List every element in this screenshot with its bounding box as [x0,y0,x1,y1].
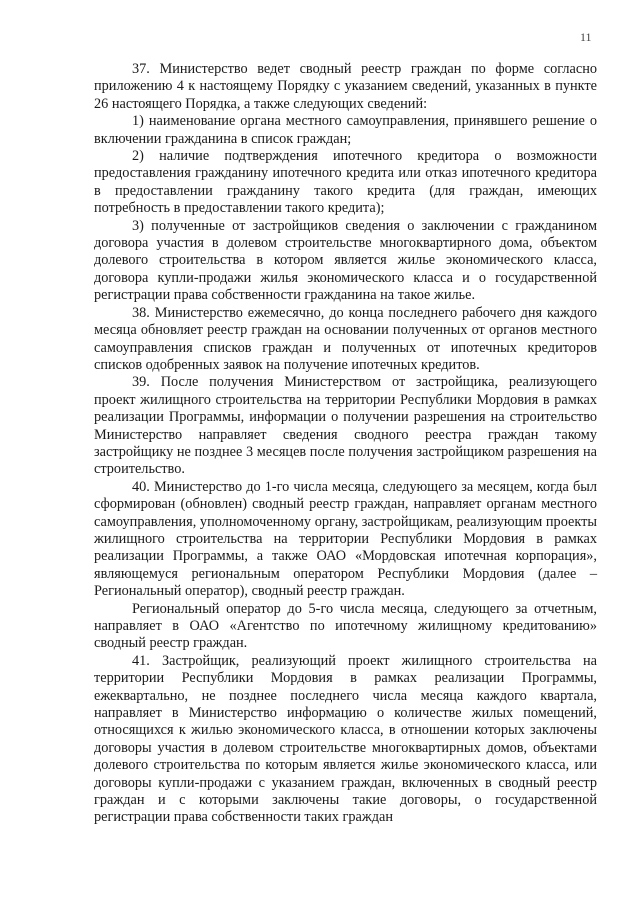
paragraph-38: 38. Министерство ежемесячно, до конца последнего рабочего дня каждого месяца обновляет реестр граждан на основании полученных от органов местного самоуправления списков граждан и полученных от ипотечных кредиторов списков одобренных заявок на получение ипотечных кредитов. [94,304,597,373]
paragraph-37-item-1: 1) наименование органа местного самоуправления, принявшего решение о включении гражданина в список граждан; [94,113,597,147]
paragraph-40: 40. Министерство до 1-го числа месяца, следующего за месяцем, когда был сформирован (обновлен) сводный реестр граждан, направляет органам местного самоуправления, уполномоченному органу, застройщикам, реализующим проекты жилищного строительства на территории Республики Мордовия в рамках реализации Программы, а также ОАО «Мордовская ипотечная корпорация», являющемуся региональным оператором Республики Мордовия (далее – Региональный оператор), сводный реестр граждан. [94,478,597,600]
paragraph-37-item-2: 2) наличие подтверждения ипотечного кредитора о возможности предоставления гражданину ипотечного кредита или отказ ипотечного кредитора в предоставлении гражданину такого кредита (для граждан, имеющих потребность в предоставлении такого кредита); [94,148,597,217]
paragraph-39: 39. После получения Министерством от застройщика, реализующего проект жилищного строительства на территории Республики Мордовия в рамках реализации Программы, информации о получении разрешения на строительство Министерство направляет сведения сводного реестра граждан такому застройщику не позднее 3 месяцев после получения застройщиком разрешения на строительство. [94,374,597,478]
paragraph-37: 37. Министерство ведет сводный реестр граждан по форме согласно приложению 4 к настоящему Порядку с указанием сведений, указанных в пункте 26 настоящего Порядка, а также следующих сведений: [94,61,597,112]
paragraph-40-continuation: Региональный оператор до 5-го числа месяца, следующего за отчетным, направляет в ОАО «Агентство по ипотечному жилищному кредитованию» сводный реестр граждан. [94,600,597,652]
paragraph-37-item-3: 3) полученные от застройщиков сведения о заключении с гражданином договора участия в долевом строительстве многоквартирного дома, объектом долевого строительства в котором является жилье экономического класса, договора купли-продажи жилья экономического класса и о государственной регистрации права собственности гражданина на такое жилье. [94,217,597,304]
page-number: 11 [580,30,592,44]
paragraph-41: 41. Застройщик, реализующий проект жилищного строительства на территории Республики Мордовия в рамках реализации Программы, ежеквартально, не позднее последнего числа месяца каждого квартала, направляет в Министерство информацию о количестве жилых помещений, относящихся к жилью экономического класса, в отношении которых заключены договоры участия в долевом строительстве многоквартирных домов, объектами долевого строительства по которым является жилье экономического класса, или договоры купли-продажи с указанием граждан, включенных в сводный реестр граждан и с которыми заключены такие договоры, о государственной регистрации права собственности таких граждан [94,652,597,826]
document-body [94,61,597,827]
